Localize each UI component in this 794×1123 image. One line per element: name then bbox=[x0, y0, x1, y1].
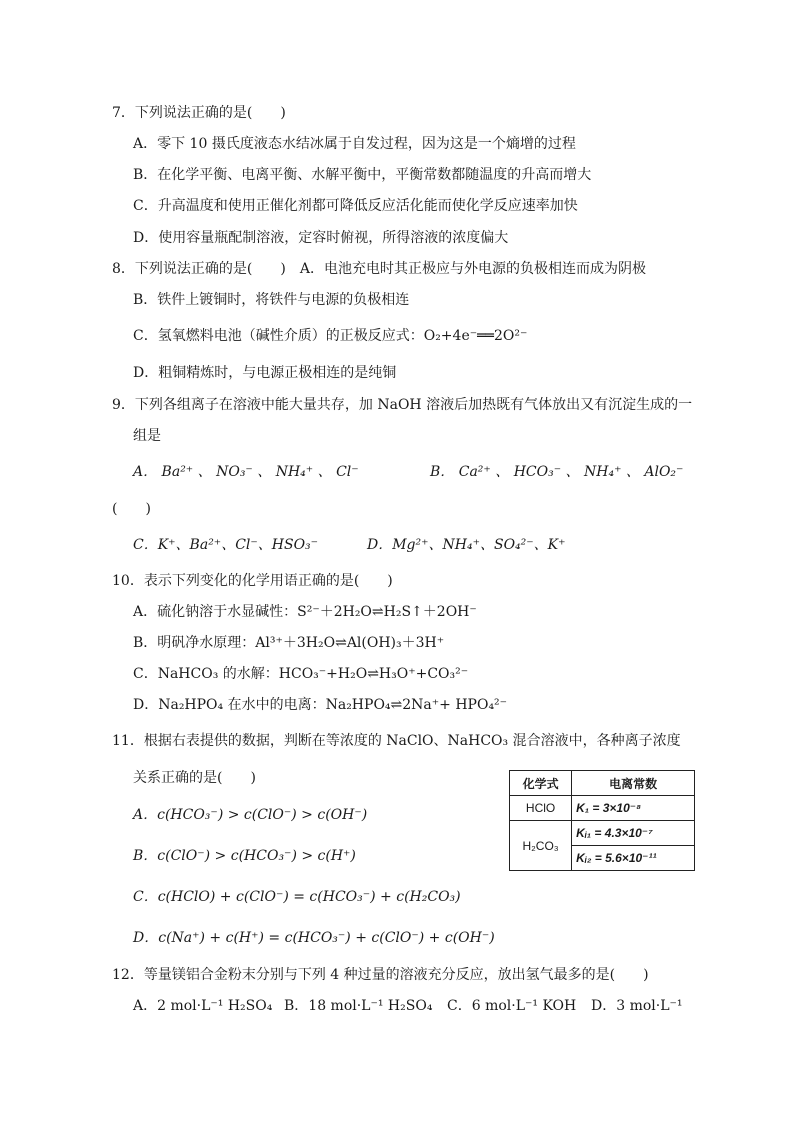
table-cell-constant: Kᵢ₂ = 5.6×10⁻¹¹ bbox=[572, 846, 695, 871]
table-row bbox=[510, 796, 695, 821]
question-8-option-b: B．铁件上镀铜时，将铁件与电源的负极相连 bbox=[133, 292, 410, 308]
question-12-stem: 12．等量镁铝合金粉末分别与下列 4 种过量的溶液充分反应，放出氢气最多的是( ) bbox=[112, 967, 649, 983]
question-9-answer-blank: ( ) bbox=[112, 501, 151, 517]
question-7-stem: 7．下列说法正确的是( ) bbox=[112, 105, 286, 121]
question-11-option-c: C．c(HClO) + c(ClO⁻) = c(HCO₃⁻) + c(H₂CO₃) bbox=[133, 889, 461, 905]
table-cell-constant: K₁ = 3×10⁻⁸ bbox=[572, 796, 695, 821]
question-9-option-d: D．Mg²⁺、NH₄⁺、SO₄²⁻、K⁺ bbox=[367, 537, 566, 553]
question-11-stem-continued: 关系正确的是( ) bbox=[133, 770, 256, 786]
question-8-option-c: C．氢氧燃料电池（碱性介质）的正极反应式：O₂+4e⁻══2O²⁻ bbox=[133, 328, 528, 344]
question-7-option-b: B．在化学平衡、电离平衡、水解平衡中，平衡常数都随温度的升高而增大 bbox=[133, 167, 592, 183]
question-12-option-c: C．6 mol·L⁻¹ KOH bbox=[447, 998, 577, 1014]
table-header-formula: 化学式 bbox=[510, 771, 572, 796]
question-8-option-d: D．粗铜精炼时，与电源正极相连的是纯铜 bbox=[133, 365, 397, 381]
table-row bbox=[510, 821, 695, 846]
question-7-option-a: A．零下 10 摄氏度液态水结冰属于自发过程，因为这是一个熵增的过程 bbox=[133, 136, 576, 152]
table-header-row bbox=[510, 771, 695, 796]
question-8-stem: 8．下列说法正确的是( ) A．电池充电时其正极应与外电源的负极相连而成为阴极 bbox=[112, 261, 646, 277]
question-9-stem: 9．下列各组离子在溶液中能大量共存，加 NaOH 溶液后加热既有气体放出又有沉淀生成的一 bbox=[112, 397, 693, 413]
question-9-option-b: B． Ca²⁺ 、 HCO₃⁻ 、 NH₄⁺ 、 AlO₂⁻ bbox=[430, 464, 684, 480]
question-12-option-d: D．3 mol·L⁻¹ bbox=[591, 998, 683, 1014]
question-11-option-d: D．c(Na⁺) + c(H⁺) = c(HCO₃⁻) + c(ClO⁻) + c(OH⁻) bbox=[133, 930, 495, 946]
question-10-option-d: D．Na₂HPO₄ 在水中的电离：Na₂HPO₄⇌2Na⁺+ HPO₄²⁻ bbox=[133, 697, 508, 713]
table-header-constant: 电离常数 bbox=[572, 771, 695, 796]
table-cell-formula: H₂CO₃ bbox=[510, 821, 572, 871]
question-12-option-b: B．18 mol·L⁻¹ H₂SO₄ bbox=[284, 998, 433, 1014]
table-cell-constant: Kᵢ₁ = 4.3×10⁻⁷ bbox=[572, 821, 695, 846]
question-10-option-a: A．硫化钠溶于水显碱性：S²⁻＋2H₂O⇌H₂S↑＋2OH⁻ bbox=[133, 604, 477, 620]
question-9-option-c: C．K⁺、Ba²⁺、Cl⁻、HSO₃⁻ bbox=[133, 537, 319, 553]
question-7-option-c: C．升高温度和使用正催化剂都可降低反应活化能而使化学反应速率加快 bbox=[133, 198, 578, 214]
question-9-option-a: A． Ba²⁺ 、 NO₃⁻ 、 NH₄⁺ 、 Cl⁻ bbox=[133, 464, 359, 480]
ionization-constant-table bbox=[509, 770, 695, 871]
question-12-option-a: A．2 mol·L⁻¹ H₂SO₄ bbox=[133, 998, 273, 1014]
question-10-stem: 10．表示下列变化的化学用语正确的是( ) bbox=[112, 573, 393, 589]
question-11-option-b: B．c(ClO⁻) > c(HCO₃⁻) > c(H⁺) bbox=[133, 848, 356, 864]
question-10-option-c: C．NaHCO₃ 的水解：HCO₃⁻+H₂O⇌H₃O⁺+CO₃²⁻ bbox=[133, 666, 469, 682]
table-cell-formula: HClO bbox=[510, 796, 572, 821]
question-11-option-a: A．c(HCO₃⁻) > c(ClO⁻) > c(OH⁻) bbox=[133, 807, 368, 823]
question-7-option-d: D．使用容量瓶配制溶液，定容时俯视，所得溶液的浓度偏大 bbox=[133, 230, 509, 246]
question-9-stem-continued: 组是 bbox=[133, 428, 161, 444]
question-11-stem: 11．根据右表提供的数据，判断在等浓度的 NaClO、NaHCO₃ 混合溶液中，各种离子浓度 bbox=[112, 733, 681, 749]
question-10-option-b: B．明矾净水原理：Al³⁺＋3H₂O⇌Al(OH)₃＋3H⁺ bbox=[133, 635, 445, 651]
